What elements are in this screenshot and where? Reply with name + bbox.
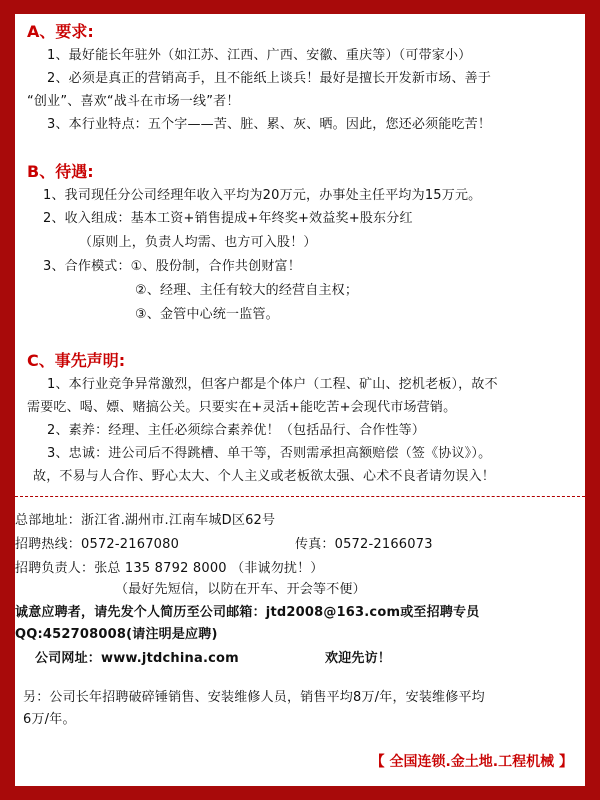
apply-qq: QQ:452708008(请注明是应聘) — [15, 627, 218, 642]
section-b-title: B、待遇: — [27, 162, 94, 181]
section-b-item-3-b: ②、经理、主任有较大的经营自主权； — [135, 283, 359, 298]
section-b-item-3: 3、合作模式：①、股份制，合作共创财富！ — [43, 259, 301, 274]
section-a-item-1: 1、最好能长年驻外（如江苏、江西、广西、安徽、重庆等）（可带家小） — [47, 48, 472, 63]
section-a-item-3: 3、本行业特点：五个字——苦、脏、累、灰、晒。因此，您还必须能吃苦！ — [47, 117, 492, 132]
welcome-text: 欢迎先访！ — [325, 651, 392, 666]
section-divider — [15, 496, 585, 497]
company-website[interactable]: 公司网址：www.jtdchina.com — [35, 651, 239, 666]
section-c-item-1-cont: 需要吃、喝、嫖、赌搞公关。只要实在+灵活+能吃苦+会现代市场营销。 — [27, 400, 457, 415]
section-b-item-2-note: （原则上，负责人均需、也方可入股！） — [79, 235, 317, 250]
extra-hiring-line-1: 另：公司长年招聘破碎锤销售、安装维修人员，销售平均8万/年，安装维修平均 — [23, 690, 485, 705]
contact-note: （最好先短信，以防在开车、开会等不便） — [115, 582, 366, 597]
section-c-item-2: 2、素养：经理、主任必须综合素养优！（包括品行、合作性等） — [47, 423, 426, 438]
contact-hotline: 招聘热线：0572-2167080 — [15, 537, 180, 552]
section-b-item-2: 2、收入组成：基本工资+销售提成+年终奖+效益奖+股东分红 — [43, 211, 413, 226]
extra-hiring-line-2: 6万/年。 — [23, 712, 76, 727]
section-b-item-1: 1、我司现任分公司经理年收入平均为20万元，办事处主任平均为15万元。 — [43, 188, 482, 203]
section-c-item-3: 3、忠诚：进公司后不得跳槽、单干等，否则需承担高额赔偿（签《协议》）。 — [47, 446, 492, 461]
job-posting-page — [15, 14, 585, 786]
apply-instructions: 诚意应聘者，请先发个人简历至公司邮箱：jtd2008@163.com或至招聘专员 — [15, 605, 480, 620]
contact-address: 总部地址：浙江省.湖州市.江南车城D区62号 — [15, 513, 276, 528]
section-a-item-2-cont: “创业”、喜欢“战斗在市场一线”者！ — [27, 94, 240, 109]
section-b-item-3-c: ③、金管中心统一监管。 — [135, 307, 279, 322]
section-c-title: C、事先声明: — [27, 351, 126, 370]
section-c-warning: 故，不易与人合作、野心太大、个人主义或老板欲太强、心术不良者请勿误入！ — [33, 469, 496, 484]
company-slogan: 【 全国连锁.金土地.工程机械 】 — [370, 754, 573, 770]
section-a-item-2: 2、必须是真正的营销高手，且不能纸上谈兵！最好是擅长开发新市场、善于 — [47, 71, 492, 86]
contact-fax: 传真：0572-2166073 — [295, 537, 433, 552]
contact-person: 招聘负责人：张总 135 8792 8000 （非诚勿扰！） — [15, 561, 324, 576]
section-a-title: A、要求: — [27, 22, 94, 41]
section-c-item-1: 1、本行业竞争异常激烈，但客户都是个体户（工程、矿山、挖机老板），故不 — [47, 377, 498, 392]
